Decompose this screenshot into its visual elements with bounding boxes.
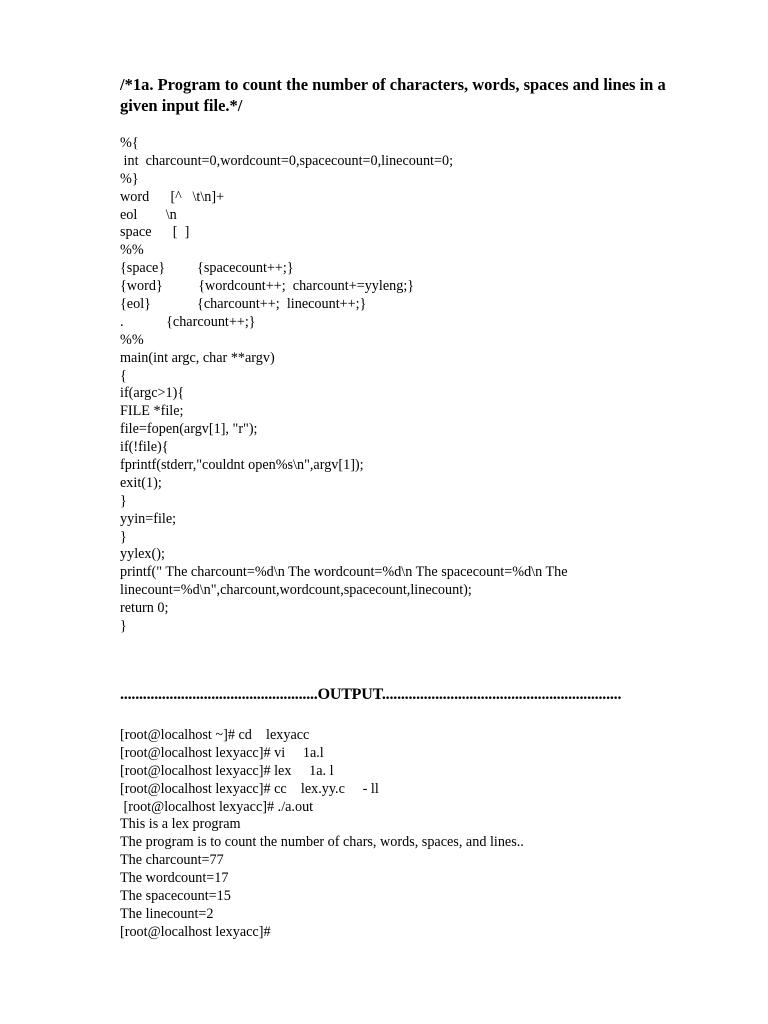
code-line: return 0; bbox=[120, 600, 169, 617]
code-line: printf(" The charcount=%d\n The wordcount=%d\n The spacecount=%d\n The linecount=%d\n",charcount,wordcount,spacecount,linecount); bbox=[120, 564, 572, 599]
code-line: eol \n bbox=[120, 206, 177, 223]
code-line: if(!file){ bbox=[120, 439, 169, 456]
code-line: main(int argc, char **argv) bbox=[120, 349, 275, 366]
output-line: [root@localhost ~]# cd lexyacc bbox=[120, 727, 310, 743]
code-line: word [^ \t\n]+ bbox=[120, 188, 225, 205]
code-line: if(argc>1){ bbox=[120, 385, 185, 402]
output-line: This is a lex program bbox=[120, 816, 241, 833]
output-line: The wordcount=17 bbox=[120, 870, 229, 887]
code-line: {eol} {charcount++; linecount++;} bbox=[120, 296, 367, 313]
code-line: } bbox=[120, 492, 127, 509]
code-line: { bbox=[120, 367, 127, 384]
output-line: The charcount=77 bbox=[120, 852, 224, 869]
output-line: [root@localhost lexyacc]# ./a.out bbox=[120, 798, 314, 815]
code-listing bbox=[120, 135, 720, 636]
code-line: int charcount=0,wordcount=0,spacecount=0,linecount=0; bbox=[120, 152, 454, 169]
output-line: The program is to count the number of chars, words, spaces, and lines.. bbox=[120, 834, 524, 851]
code-line: . {charcount++;} bbox=[120, 313, 256, 330]
output-heading: ....................................................OUTPUT............................................................... bbox=[120, 686, 622, 703]
code-line: {word} {wordcount++; charcount+=yyleng;} bbox=[120, 278, 415, 295]
code-line: fprintf(stderr,"couldnt open%s\n",argv[1]); bbox=[120, 457, 364, 474]
output-line: [root@localhost lexyacc]# lex 1a. l bbox=[120, 762, 334, 779]
output-line: [root@localhost lexyacc]# bbox=[120, 923, 271, 940]
code-line: yylex(); bbox=[120, 546, 165, 563]
code-line: file=fopen(argv[1], "r"); bbox=[120, 421, 258, 438]
code-line: %% bbox=[120, 331, 144, 348]
code-line: } bbox=[120, 618, 127, 635]
code-line: %} bbox=[120, 170, 139, 187]
terminal-output bbox=[120, 727, 720, 942]
code-line: %% bbox=[120, 242, 144, 259]
output-line: [root@localhost lexyacc]# vi 1a.l bbox=[120, 744, 324, 761]
code-line: FILE *file; bbox=[120, 403, 184, 420]
program-title: /*1a. Program to count the number of characters, words, spaces and lines in a given input file.*/ bbox=[120, 75, 666, 115]
code-line: } bbox=[120, 528, 127, 545]
code-line: space [ ] bbox=[120, 224, 190, 241]
output-line: The linecount=2 bbox=[120, 905, 214, 922]
output-line: The spacecount=15 bbox=[120, 888, 231, 905]
code-line: yyin=file; bbox=[120, 510, 177, 527]
output-line: [root@localhost lexyacc]# cc lex.yy.c - ll bbox=[120, 780, 379, 797]
code-line: exit(1); bbox=[120, 474, 162, 491]
code-line: {space} {spacecount++;} bbox=[120, 260, 294, 277]
code-line: %{ bbox=[120, 135, 139, 151]
